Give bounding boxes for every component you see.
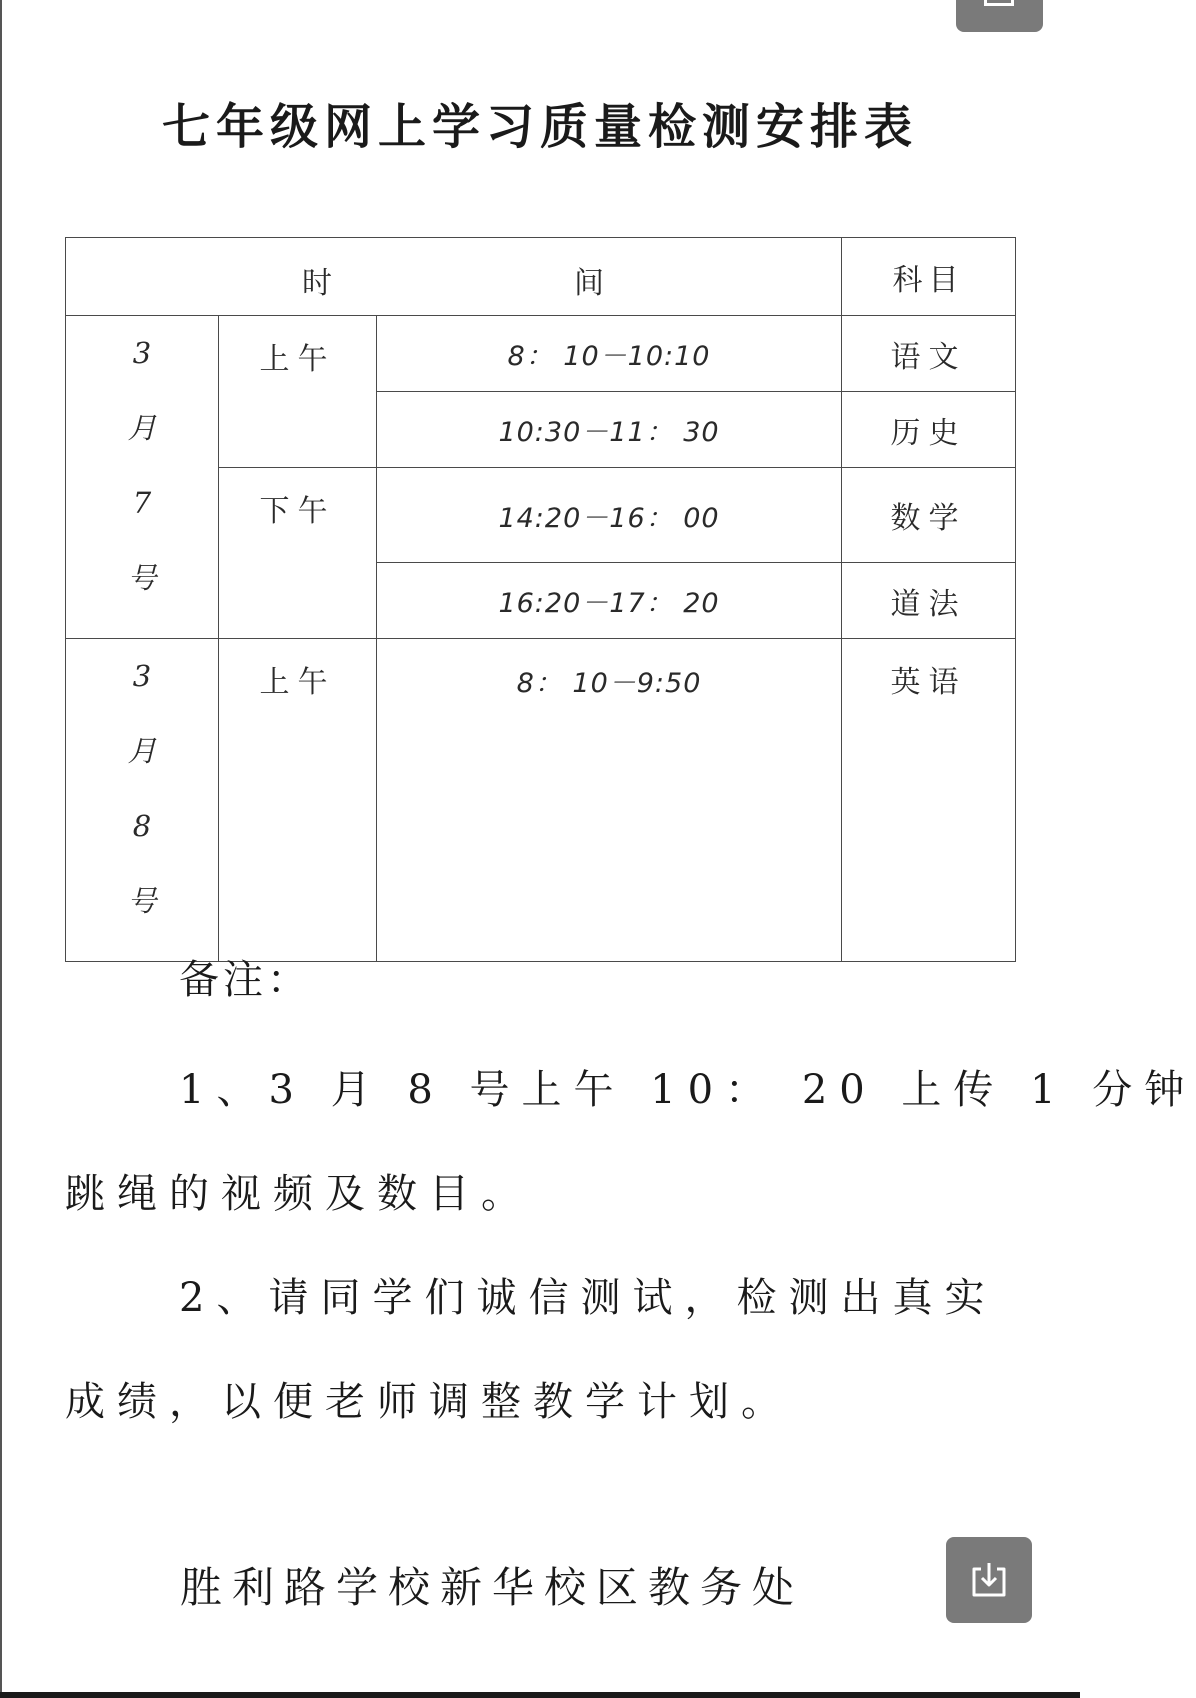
- subject-cell: 数学: [842, 468, 1016, 563]
- time-cell: 14:20－16： 00: [377, 468, 842, 563]
- issuer-signature: 胜利路学校新华校区教务处: [180, 1563, 805, 1612]
- page-title: 七年级网上学习质量检测安排表: [161, 99, 918, 155]
- time-cell: 8： 10－9:50: [377, 639, 842, 962]
- subject-cell: 历史: [842, 392, 1016, 468]
- note-item-2-line-1: 2、请同学们诚信测试，检测出真实: [179, 1275, 997, 1321]
- date-char: 月: [127, 411, 157, 445]
- notes-heading: 备注：: [179, 957, 311, 1003]
- date-char: 号: [127, 884, 157, 918]
- note-item-1-line-1: 1、3 月 8 号上午 10： 20 上传 1 分钟: [179, 1067, 1196, 1113]
- left-border: [0, 0, 2, 1698]
- time-cell: 10:30－11： 30: [377, 392, 842, 468]
- time-cell: 16:20－17： 20: [377, 563, 842, 639]
- date-char: 3: [132, 659, 152, 693]
- bottom-border: [0, 1692, 1080, 1698]
- period-morning-day1: 上午: [219, 316, 377, 468]
- time-header: [66, 238, 842, 316]
- date-char: 号: [127, 561, 157, 595]
- subject-cell: 英语: [842, 639, 1016, 962]
- subject-header: 科目: [842, 238, 1016, 316]
- schedule-table: [65, 237, 1016, 962]
- table-header-row: [66, 238, 1016, 316]
- date-char: 8: [132, 809, 152, 843]
- time-header-left: 时: [302, 266, 332, 301]
- table-row: [66, 639, 1016, 962]
- time-header-right: 间: [574, 266, 604, 301]
- download-button[interactable]: [946, 1537, 1032, 1623]
- date-cell-day1: [66, 316, 219, 639]
- period-afternoon-day1: 下午: [219, 468, 377, 639]
- table-row: [66, 316, 1016, 392]
- date-char: 3: [132, 336, 152, 370]
- note-item-2-line-2: 成绩，以便老师调整教学计划。: [65, 1379, 793, 1425]
- note-item-1-line-2: 跳绳的视频及数目。: [65, 1171, 533, 1217]
- period-morning-day2: 上午: [219, 639, 377, 962]
- date-char: 月: [127, 734, 157, 768]
- time-cell: 8： 10－10:10: [377, 316, 842, 392]
- subject-cell: 道法: [842, 563, 1016, 639]
- top-action-button[interactable]: [956, 0, 1043, 32]
- subject-cell: 语文: [842, 316, 1016, 392]
- date-char: 7: [132, 486, 152, 520]
- date-cell-day2: [66, 639, 219, 962]
- download-icon: [968, 1559, 1010, 1601]
- tray-icon: [984, 0, 1014, 6]
